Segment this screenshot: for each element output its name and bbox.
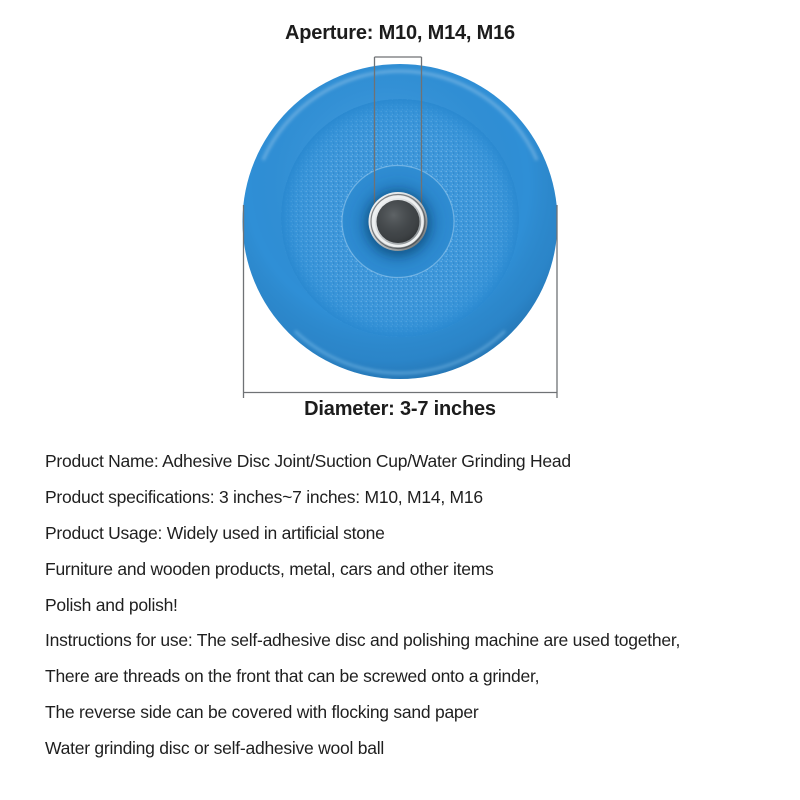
description-line: Water grinding disc or self-adhesive wool ball [45,738,384,759]
hole-sheen [377,200,420,243]
description-line-instructions: Instructions for use: The self-adhesive disc and polishing machine are used together, [45,630,681,651]
aperture-label: Aperture: M10, M14, M16 [285,22,515,44]
metal-insert [365,191,431,257]
diameter-label: Diameter: 3-7 inches [304,398,496,420]
description-line: Polish and polish! [45,594,178,615]
description-line: The reverse side can be covered with flocking sand paper [45,702,479,723]
product-description [45,444,790,767]
description-line: There are threads on the front that can be screwed onto a grinder, [45,666,540,687]
description-line-usage: Product Usage: Widely used in artificial stone [45,522,385,543]
description-line-product-name: Product Name: Adhesive Disc Joint/Suction Cup/Water Grinding Head [45,451,571,471]
description-line-specifications: Product specifications: 3 inches~7 inches: M10, M14, M16 [45,486,483,507]
description-line: Furniture and wooden products, metal, cars and other items [45,558,494,579]
